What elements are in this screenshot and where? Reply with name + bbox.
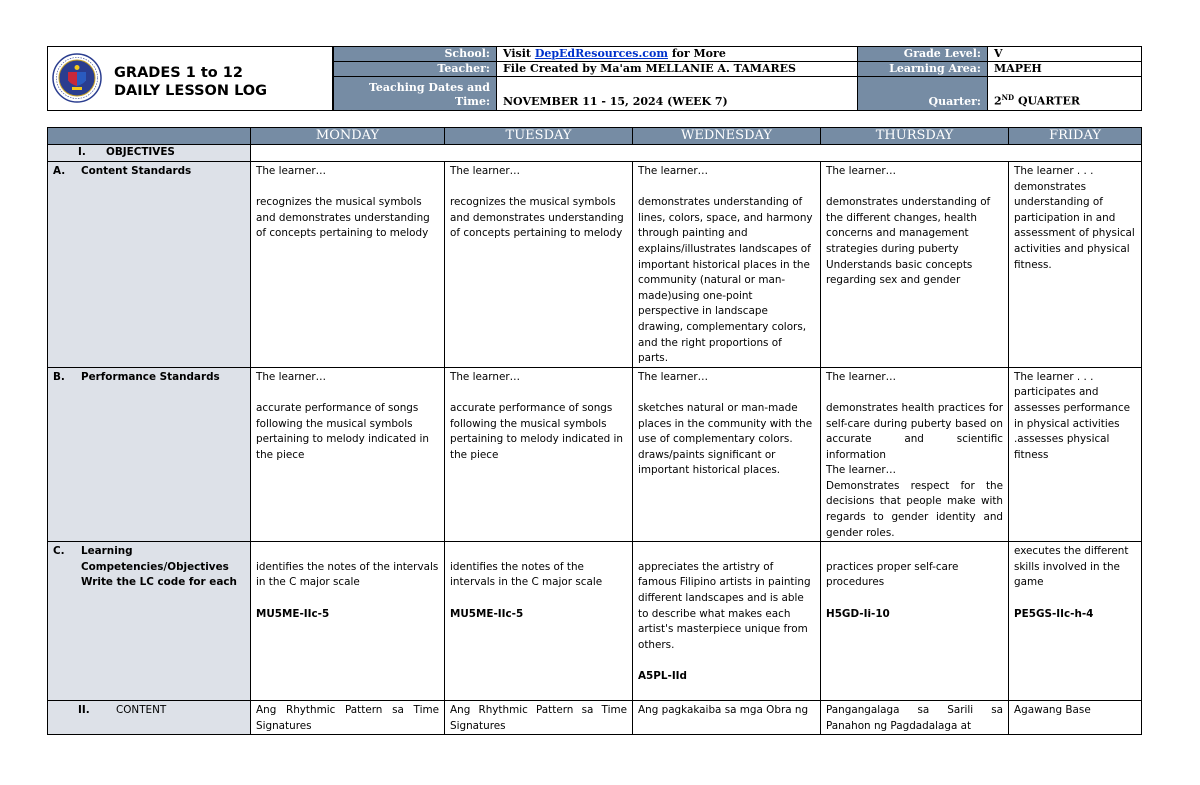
friday-competency: executes the different skills involved in the game (1014, 545, 1129, 589)
teaching-dates-label: Teaching Dates and Time: (334, 77, 497, 111)
monday-perf-head: The learner… (256, 370, 327, 383)
day-header-friday: FRIDAY (1009, 128, 1142, 145)
teaching-dates-value: NOVEMBER 11 - 15, 2024 (WEEK 7) (497, 77, 858, 111)
wednesday-learner-head: The learner… (638, 165, 709, 177)
teacher-value: File Created by Ma'am MELLANIE A. TAMARES (497, 62, 858, 77)
tuesday-content-standard: recognizes the musical symbols and demonstrates understanding of concepts pertaining to melody (450, 196, 624, 240)
competencies-tuesday (445, 542, 633, 701)
friday-content-standard: The learner . . . demonstrates understanding of participation in and assessment of physical activities and physical fitness. (1014, 165, 1135, 271)
competencies-label-1: Learning (81, 545, 133, 558)
content-row (48, 701, 1142, 735)
objectives-label (48, 145, 251, 162)
title-line-1: GRADES 1 to 12 (114, 65, 243, 81)
content-wednesday: Ang pagkakaiba sa mga Obra ng (633, 701, 821, 735)
thursday-performance-standard-1: demonstrates health practices for self-care during puberty based on accurate and scientific information (826, 401, 1003, 461)
learning-area-label: Learning Area: (858, 62, 988, 77)
performance-standards-number: B. (53, 370, 65, 383)
quarter-label: Quarter: (858, 77, 988, 111)
header-title-box (47, 46, 333, 111)
monday-performance-standard: accurate performance of songs following the musical symbols pertaining to melody indicated in the piece (256, 401, 429, 461)
friday-lc-code: PE5GS-IIc-h-4 (1014, 607, 1094, 620)
performance-standards-row (48, 367, 1142, 542)
content-label (48, 701, 251, 735)
competencies-friday (1009, 542, 1142, 701)
competencies-line-1 (53, 544, 245, 560)
objectives-row (48, 145, 1142, 162)
tuesday-performance-standard: accurate performance of songs following the musical symbols pertaining to melody indicated in the piece (450, 401, 623, 461)
wednesday-performance-standard-1: sketches natural or man-made places in the community with the use of complementary colors. (638, 401, 813, 446)
content-monday: Ang Rhythmic Pattern sa Time Signatures (251, 701, 445, 735)
day-header-tuesday: TUESDAY (445, 128, 633, 145)
thursday-learner-head: The learner… (826, 165, 897, 177)
objectives-cell (251, 145, 1142, 162)
quarter-value (988, 77, 1142, 111)
competencies-label-3: Write the LC code for each (81, 576, 237, 589)
teacher-label: Teacher: (334, 62, 497, 77)
monday-lc-code: MU5ME-IIc-5 (256, 607, 330, 620)
day-header-wednesday: WEDNESDAY (633, 128, 821, 145)
performance-standards-tuesday (445, 367, 633, 542)
objectives-text: OBJECTIVES (106, 146, 175, 158)
learning-area-value: MAPEH (988, 62, 1142, 77)
content-standards-text: Content Standards (81, 165, 192, 177)
day-header-row (48, 128, 1142, 145)
performance-standards-monday (251, 367, 445, 542)
school-value (497, 47, 858, 62)
competencies-label (48, 542, 251, 701)
thursday-performance-standard-2: Demonstrates respect for the decisions that people make with regards to gender identity and gender roles. (826, 479, 1003, 539)
info-table (333, 46, 1142, 111)
friday-performance-standard: The learner . . . participates and assesses performance in physical activities .assesses physical fitness (1014, 370, 1131, 461)
corner-header-cell (48, 128, 251, 145)
wednesday-competency: appreciates the artistry of famous Filipino artists in painting different landscapes and is able to describe what makes each artist's masterpiece unique from others. (638, 560, 811, 651)
school-label: School: (334, 47, 497, 62)
wednesday-content-standard: demonstrates understanding of lines, colors, space, and harmony through painting and explains/illustrates landscapes of important historical places in the community (natural or man-made)using one-point perspective in landscape drawing, complementary colors, and the right proportions of parts. (638, 196, 813, 365)
grade-level-label: Grade Level: (858, 47, 988, 62)
thursday-competency: practices proper self-care procedures (826, 560, 959, 589)
performance-standards-label (48, 367, 251, 542)
content-text: CONTENT (116, 704, 167, 717)
wednesday-performance-standard-2: draws/paints significant or important historical places. (638, 448, 781, 477)
thursday-lc-code: H5GD-Ii-10 (826, 607, 890, 620)
content-standards-row (48, 162, 1142, 368)
school-prefix: Visit (503, 47, 535, 60)
performance-standards-thursday (821, 367, 1009, 542)
performance-standards-friday (1009, 367, 1142, 542)
competencies-monday (251, 542, 445, 701)
tuesday-learner-head: The learner… (450, 165, 521, 177)
content-thursday: Pangangalaga sa Sarili sa Panahon ng Pagdadalaga at (821, 701, 1009, 735)
content-standards-label (48, 162, 251, 368)
day-header-monday: MONDAY (251, 128, 445, 145)
competencies-wednesday (633, 542, 821, 701)
monday-competency: identifies the notes of the intervals in the C major scale (256, 560, 439, 589)
competencies-number: C. (53, 545, 65, 558)
monday-content-standard: recognizes the musical symbols and demonstrates understanding of concepts pertaining to melody (256, 196, 430, 240)
thursday-perf-head: The learner… (826, 370, 897, 383)
thursday-perf-head-2: The learner… (826, 464, 897, 477)
wednesday-lc-code: A5PL-IId (638, 670, 687, 682)
competencies-row (48, 542, 1142, 701)
objectives-number: I. (78, 146, 86, 158)
quarter-word: QUARTER (1014, 95, 1080, 108)
deped-seal-icon (52, 53, 102, 103)
performance-standards-wednesday (633, 367, 821, 542)
school-suffix: for More (667, 47, 726, 60)
content-standards-wednesday (633, 162, 821, 368)
wednesday-perf-head: The learner… (638, 370, 709, 383)
tuesday-competency: identifies the notes of the intervals in the C major scale (450, 560, 603, 589)
title-line-2: DAILY LESSON LOG (114, 83, 268, 99)
content-standards-tuesday (445, 162, 633, 368)
thursday-content-standard: demonstrates understanding of the different changes, health concerns and management strategies during puberty Understands basic concepts regarding sex and gender (826, 196, 991, 287)
competencies-thursday (821, 542, 1009, 701)
day-header-thursday: THURSDAY (821, 128, 1009, 145)
deped-resources-link[interactable]: DepEdResources.com (534, 47, 668, 60)
content-standards-number: A. (53, 165, 66, 177)
quarter-number: 2 (994, 95, 1002, 108)
competencies-label-2: Competencies/Objectives (81, 560, 229, 573)
grade-level-value: V (988, 47, 1142, 62)
content-tuesday: Ang Rhythmic Pattern sa Time Signatures (445, 701, 633, 735)
monday-learner-head: The learner… (256, 165, 327, 177)
lesson-log-table (47, 127, 1142, 735)
content-standards-thursday (821, 162, 1009, 368)
tuesday-perf-head: The learner… (450, 370, 521, 383)
quarter-suffix: ND (1001, 93, 1015, 103)
tuesday-lc-code: MU5ME-IIc-5 (450, 607, 524, 620)
performance-standards-text: Performance Standards (81, 370, 220, 383)
content-standards-monday (251, 162, 445, 368)
content-friday: Agawang Base (1009, 701, 1142, 735)
content-number: II. (78, 704, 90, 717)
content-standards-friday (1009, 162, 1142, 368)
page-title (114, 64, 267, 100)
